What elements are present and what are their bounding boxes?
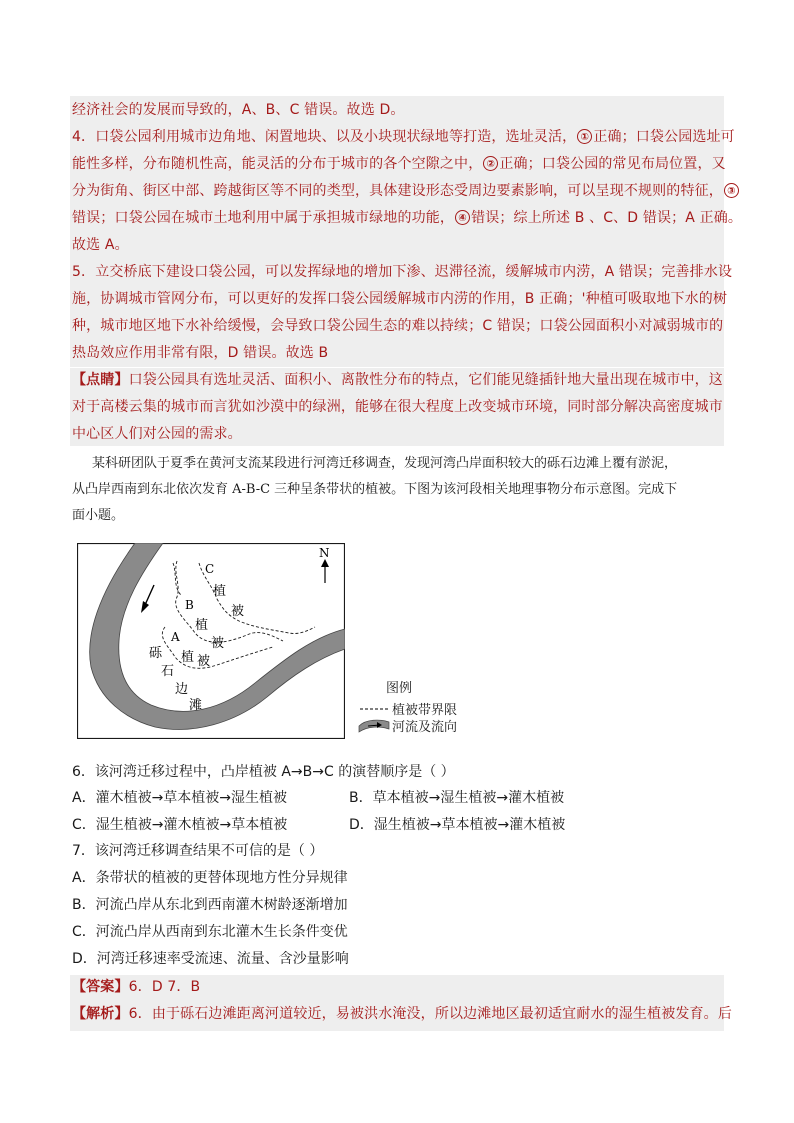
analysis-line: 4．口袋公园利用城市边角地、闲置地块、以及小块现状绿地等打造，选址灵活， ① 正确；口袋公园选址可 [72, 129, 735, 145]
question-7-option-d: D．河湾迁移速率受流速、流量、含沙量影响 [72, 951, 349, 967]
question-6-option-a: A．灌木植被→草本植被→湿生植被 [72, 790, 288, 806]
question-7-option-a: A．条带状的植被的更替体现地方性分异规律 [72, 870, 348, 886]
question-6-option-c: C．湿生植被→灌木植被→草本植被 [72, 817, 288, 833]
circled-number-3: ③ [724, 183, 739, 198]
label-li: 砾 [149, 646, 163, 661]
circled-number-2: ② [483, 156, 498, 171]
label-zhi: 植 [195, 618, 209, 633]
question-7-stem: 7．该河湾迁移调查结果不可信的是（ ） [72, 843, 324, 859]
label-zhi: 植 [213, 584, 227, 599]
label-bei: 被 [211, 636, 225, 651]
question-6-stem: 6．该河湾迁移过程中，凸岸植被 A→B→C 的演替顺序是（ ） [72, 764, 455, 780]
analysis-line: 5．立交桥底下建设口袋公园，可以发挥绿地的增加下渗、迟滞径流，缓解城市内涝，A 错误；完善排水设 [72, 264, 733, 280]
comment-line: 【点睛】口袋公园具有选址灵活、面积小、离散性分布的特点，它们能见缝插针地大量出现在城市中，这 [72, 372, 723, 388]
analysis-line: 分为街角、街区中部、跨越街区等不同的类型，具体建设形态受周边要素影响，可以呈现不规则的特征， ③ [72, 178, 740, 205]
answer-tag: 【答案】 [72, 979, 129, 995]
analysis-line: 种，城市地区地下水补给缓慢，会导致口袋公园生态的难以持续；C 错误；口袋公园面积小对减弱城市的 [72, 318, 724, 334]
analysis-line: 经济社会的发展而导致的，A、B、C 错误。故选 D。 [72, 102, 405, 118]
label-shi: 石 [161, 664, 175, 679]
question-6-option-b: B．草本植被→湿生植被→灌木植被 [349, 790, 565, 806]
analysis-line: 施，协调城市管网分布，可以更好的发挥口袋公园缓解城市内涝的作用，B 正确；'种植可吸取地下水的树 [72, 291, 728, 307]
legend-boundary-label: 植被带界限 [392, 703, 458, 718]
north-label: N [319, 546, 330, 560]
circled-number-1: ① [577, 129, 592, 144]
label-a: A [171, 630, 180, 644]
passage-line: 某科研团队于夏季在黄河支流某段进行河湾迁移调查，发现河湾凸岸面积较大的砾石边滩上覆有淤泥， [92, 456, 678, 471]
comment-line: 中心区人们对公园的需求。 [72, 426, 242, 442]
answer-line: 【答案】6．D 7．B [72, 979, 201, 995]
question-6-option-d: D．湿生植被→草本植被→灌木植被 [349, 817, 566, 833]
question-7-option-b: B．河流凸岸从东北到西南灌木树龄逐渐增加 [72, 897, 348, 913]
label-bei: 被 [231, 604, 245, 619]
passage-line: 从凸岸西南到东北依次发育 A-B-C 三种呈条带状的植被。下图为该河段相关地理事物分布示意图。完成下 [72, 482, 678, 497]
label-bian: 边 [175, 682, 189, 697]
analysis-line: 热岛效应作用非常有限，D 错误。故选 B [72, 345, 329, 361]
legend-river-label: 河流及流向 [392, 720, 458, 735]
label-bei: 被 [197, 654, 211, 669]
label-zhi: 植 [181, 650, 195, 665]
analysis-line: 能性多样，分布随机性高，能灵活的分布于城市的各个空隙之中， ② 正确；口袋公园的常见布局位置，又 [72, 156, 726, 172]
circled-number-4: ④ [455, 210, 470, 225]
analysis-intro-line: 【解析】6．由于砾石边滩距离河道较近，易被洪水淹没，所以边滩地区最初适宜耐水的湿生植被发育。后 [72, 1006, 732, 1022]
legend-river-swatch [358, 716, 390, 734]
label-b: B [185, 598, 194, 612]
comment-tag: 【点睛】 [72, 372, 129, 388]
question-7-option-c: C．河流凸岸从西南到东北灌木生长条件变优 [72, 924, 348, 940]
analysis-tag: 【解析】 [72, 1006, 129, 1022]
analysis-line: 故选 A。 [72, 237, 129, 253]
label-tan: 滩 [189, 698, 203, 713]
passage-line: 面小题。 [72, 508, 125, 523]
legend-boundary-swatch [358, 704, 390, 714]
comment-line: 对于高楼云集的城市而言犹如沙漠中的绿洲，能够在很大程度上改变城市环境，同时部分解决高密度城市 [72, 399, 723, 415]
legend-title: 图例 [386, 681, 413, 696]
label-c: C [205, 562, 215, 576]
river-bend-map [77, 543, 345, 739]
analysis-line: 错误；口袋公园在城市土地利用中属于承担城市绿地的功能， ④ 错误；综上所述 B 、C、D 错误；A 正确。 [72, 210, 743, 226]
